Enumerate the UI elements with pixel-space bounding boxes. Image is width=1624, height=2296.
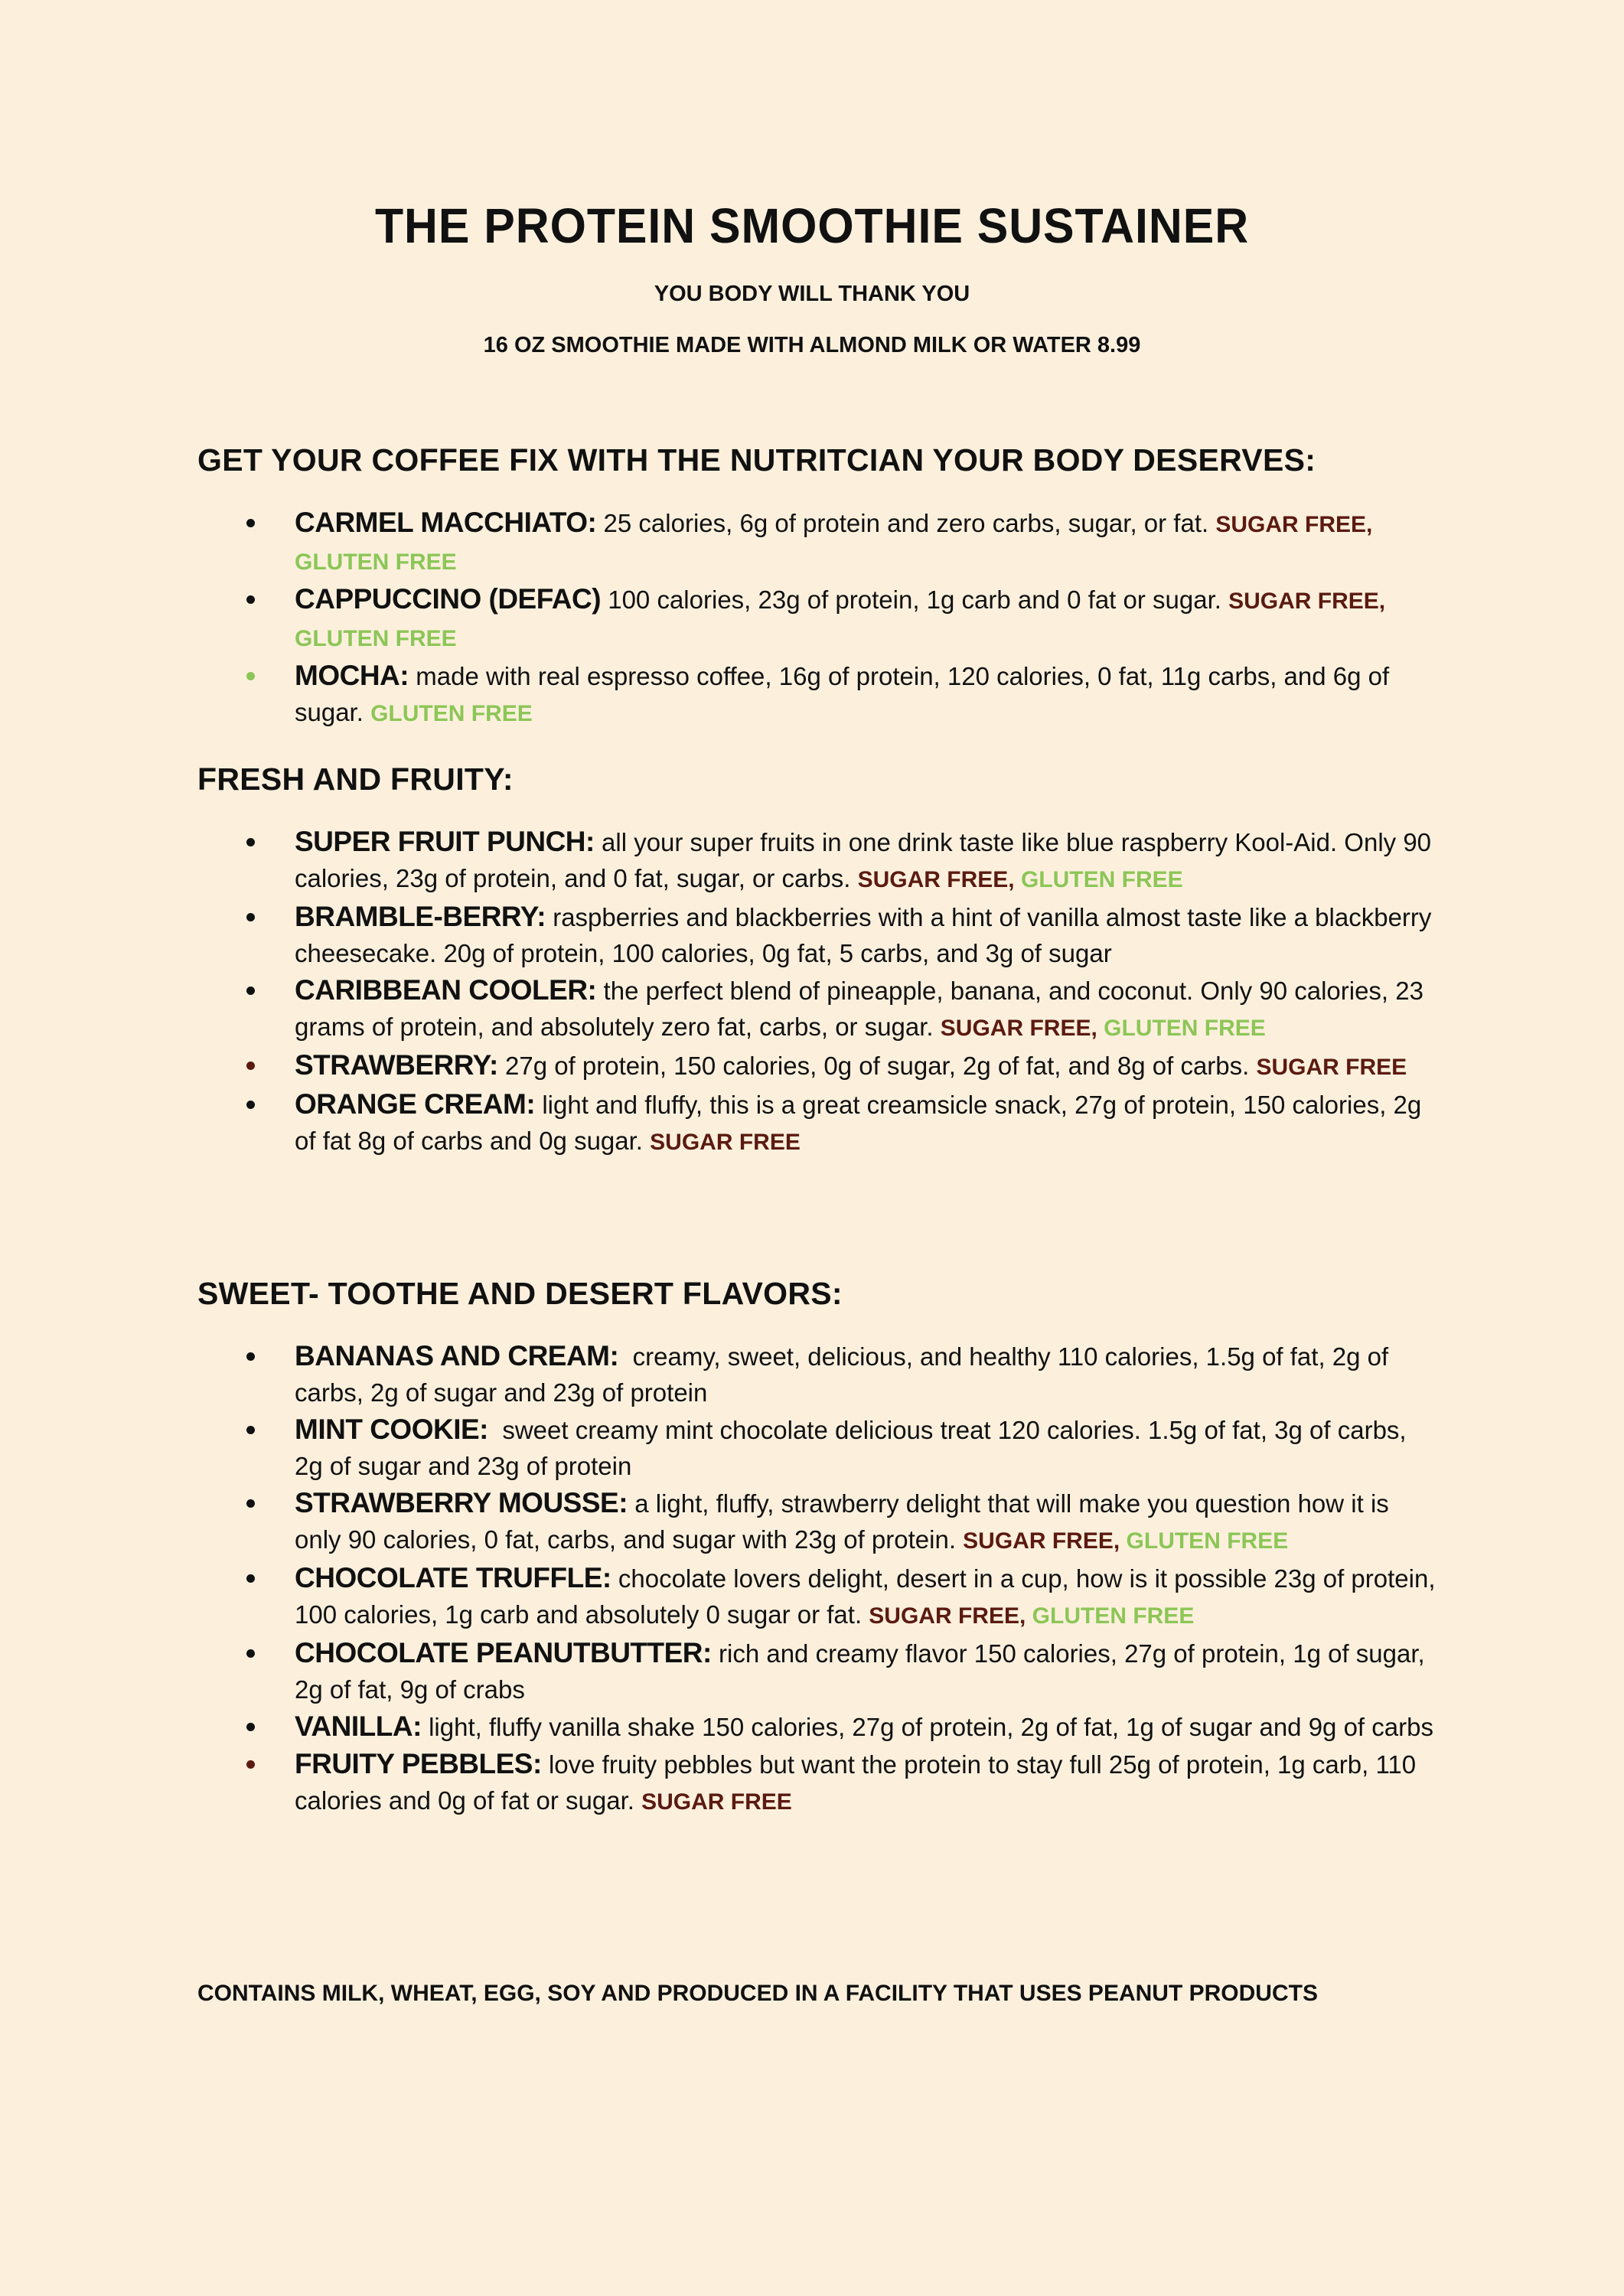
menu-item [295, 1411, 1437, 1484]
bullet-icon [246, 1760, 255, 1769]
sugar-free-badge: SUGAR FREE, [1215, 512, 1379, 537]
sugar-free-badge: SUGAR FREE [650, 1130, 801, 1155]
bullet-icon [246, 1062, 255, 1070]
tagline: YOU BODY WILL THANK YOU [654, 282, 970, 306]
item-description: a light, fluffy, strawberry delight that will make you question how it is only 90 calories, 0 fat, carbs, and sugar with 23g of protein. [295, 1489, 1396, 1554]
item-description: creamy, sweet, delicious, and healthy 110 calories, 1.5g of fat, 2g of carbs, 2g of sugar and 23g of protein [295, 1342, 1396, 1407]
item-description: 25 calories, 6g of protein and zero carbs, sugar, or fat. [596, 509, 1216, 537]
sugar-free-badge: SUGAR FREE, [963, 1528, 1127, 1554]
item-description: light and fluffy, this is a great creamsicle snack, 27g of protein, 150 calories, 2g of fat 8g of carbs and 0g sugar. [295, 1091, 1429, 1155]
item-description: love fruity pebbles but want the protein to stay full 25g of protein, 1g carb, 110 calories and 0g of fat or sugar. [295, 1750, 1423, 1815]
section-fresh-fruity [197, 762, 1437, 1161]
item-description: sweet creamy mint chocolate delicious treat 120 calories. 1.5g of fat, 3g of carbs, 2g of sugar and 23g of protein [295, 1416, 1414, 1480]
item-description: chocolate lovers delight, desert in a cup, how is it possible 23g of protein, 100 calories, 1g carb and absolutely 0 sugar or fat. [295, 1564, 1443, 1629]
item-description: 27g of protein, 150 calories, 0g of sugar, 2g of fat, and 8g of carbs. [497, 1052, 1257, 1080]
bullet-icon [246, 1574, 255, 1583]
section-heading: SWEET- TOOTHE AND DESERT FLAVORS: [197, 1276, 843, 1311]
item-name: SUPER FRUIT PUNCH: [295, 826, 595, 857]
allergen-notice: CONTAINS MILK, WHEAT, EGG, SOY AND PRODUCED IN A FACILITY THAT USES PEANUT PRODUCTS [197, 1981, 1318, 2006]
gluten-free-badge: GLUTEN FREE [1032, 1603, 1195, 1629]
section-sweet-desert [197, 1276, 1443, 1821]
size-price: 16 OZ SMOOTHIE MADE WITH ALMOND MILK OR WATER 8.99 [483, 333, 1141, 357]
item-name: CARMEL MACCHIATO: [295, 507, 597, 538]
item-description: made with real espresso coffee, 16g of protein, 120 calories, 0 fat, 11g carbs, and 6g of sugar. [295, 662, 1397, 726]
section-coffee [197, 442, 1437, 732]
menu-item [295, 823, 1437, 898]
item-list [197, 504, 1437, 732]
bullet-icon [246, 987, 255, 995]
bullet-icon [246, 1101, 255, 1109]
menu-item [295, 504, 1437, 580]
menu-item [295, 1086, 1437, 1160]
menu-title: THE PROTEIN SMOOTHIE SUSTAINER [374, 198, 1250, 253]
sugar-free-badge: SUGAR FREE, [869, 1603, 1032, 1629]
item-name: VANILLA: [295, 1711, 422, 1742]
menu-item [295, 1635, 1437, 1707]
item-name: CHOCOLATE PEANUTBUTTER: [295, 1637, 712, 1668]
item-name: CARIBBEAN COOLER: [295, 974, 597, 1006]
item-name: MINT COOKIE: [295, 1414, 488, 1445]
item-description: all your super fruits in one drink taste like blue raspberry Kool-Aid. Only 90 calories, 23g of protein, and 0 fat, sugar, or carbs. [295, 828, 1439, 892]
menu-item [295, 1047, 1437, 1085]
sugar-free-badge: SUGAR FREE [641, 1789, 792, 1815]
sugar-free-badge: SUGAR FREE, [1228, 589, 1392, 614]
item-name: STRAWBERRY MOUSSE: [295, 1487, 628, 1518]
sugar-free-badge: SUGAR FREE, [857, 867, 1021, 892]
bullet-icon [246, 1352, 255, 1361]
bullet-icon [246, 913, 255, 921]
menu-item [295, 1560, 1443, 1634]
bullet-icon [246, 595, 255, 604]
bullet-icon [246, 519, 255, 527]
gluten-free-badge: GLUTEN FREE [295, 550, 457, 575]
bullet-icon [246, 1499, 255, 1508]
bullet-icon [246, 1426, 255, 1434]
bullet-icon [246, 672, 255, 680]
menu-item [295, 1708, 1437, 1745]
gluten-free-badge: GLUTEN FREE [295, 626, 457, 651]
menu-item [295, 899, 1437, 971]
item-list [197, 823, 1437, 1160]
item-description: rich and creamy flavor 150 calories, 27g of protein, 1g of sugar, 2g of fat, 9g of crabs [295, 1639, 1432, 1704]
item-name: BANANAS AND CREAM: [295, 1340, 619, 1371]
item-name: ORANGE CREAM: [295, 1088, 536, 1120]
gluten-free-badge: GLUTEN FREE [1126, 1528, 1289, 1554]
menu-item [295, 1746, 1437, 1820]
menu-item [295, 657, 1437, 732]
item-name: STRAWBERRY: [295, 1049, 498, 1081]
item-name: MOCHA: [295, 660, 409, 691]
gluten-free-badge: GLUTEN FREE [1104, 1016, 1266, 1041]
item-description: the perfect blend of pineapple, banana, and coconut. Only 90 calories, 23 grams of protein, and absolutely zero fat, carbs, or sugar. [295, 977, 1431, 1041]
bullet-icon [246, 1649, 255, 1658]
item-name: FRUITY PEBBLES: [295, 1748, 542, 1779]
item-name: BRAMBLE-BERRY: [295, 901, 546, 932]
bullet-icon [246, 1723, 255, 1731]
bullet-icon [246, 838, 255, 846]
section-heading: GET YOUR COFFEE FIX WITH THE NUTRITCIAN YOUR BODY DESERVES: [197, 442, 1316, 478]
sugar-free-badge: SUGAR FREE [1256, 1055, 1407, 1080]
section-heading: FRESH AND FRUITY: [197, 762, 514, 797]
gluten-free-badge: GLUTEN FREE [370, 701, 533, 726]
item-description: raspberries and blackberries with a hint of vanilla almost taste like a blackberry cheesecake. 20g of protein, 100 calories, 0g fat, 5 carbs, and 3g of sugar [295, 903, 1439, 967]
item-name: CHOCOLATE TRUFFLE: [295, 1562, 611, 1593]
item-description: 100 calories, 23g of protein, 1g carb and 0 fat or sugar. [601, 585, 1229, 614]
gluten-free-badge: GLUTEN FREE [1020, 867, 1183, 892]
menu-item [295, 1485, 1437, 1559]
menu-item [295, 972, 1437, 1046]
menu-item [295, 581, 1437, 657]
sugar-free-badge: SUGAR FREE, [940, 1016, 1104, 1041]
item-description: light, fluffy vanilla shake 150 calories, 27g of protein, 2g of fat, 1g of sugar and 9g of carbs [421, 1713, 1433, 1741]
menu-item [295, 1338, 1437, 1411]
item-list [197, 1338, 1443, 1820]
item-name: CAPPUCCINO (DEFAC) [295, 583, 602, 615]
